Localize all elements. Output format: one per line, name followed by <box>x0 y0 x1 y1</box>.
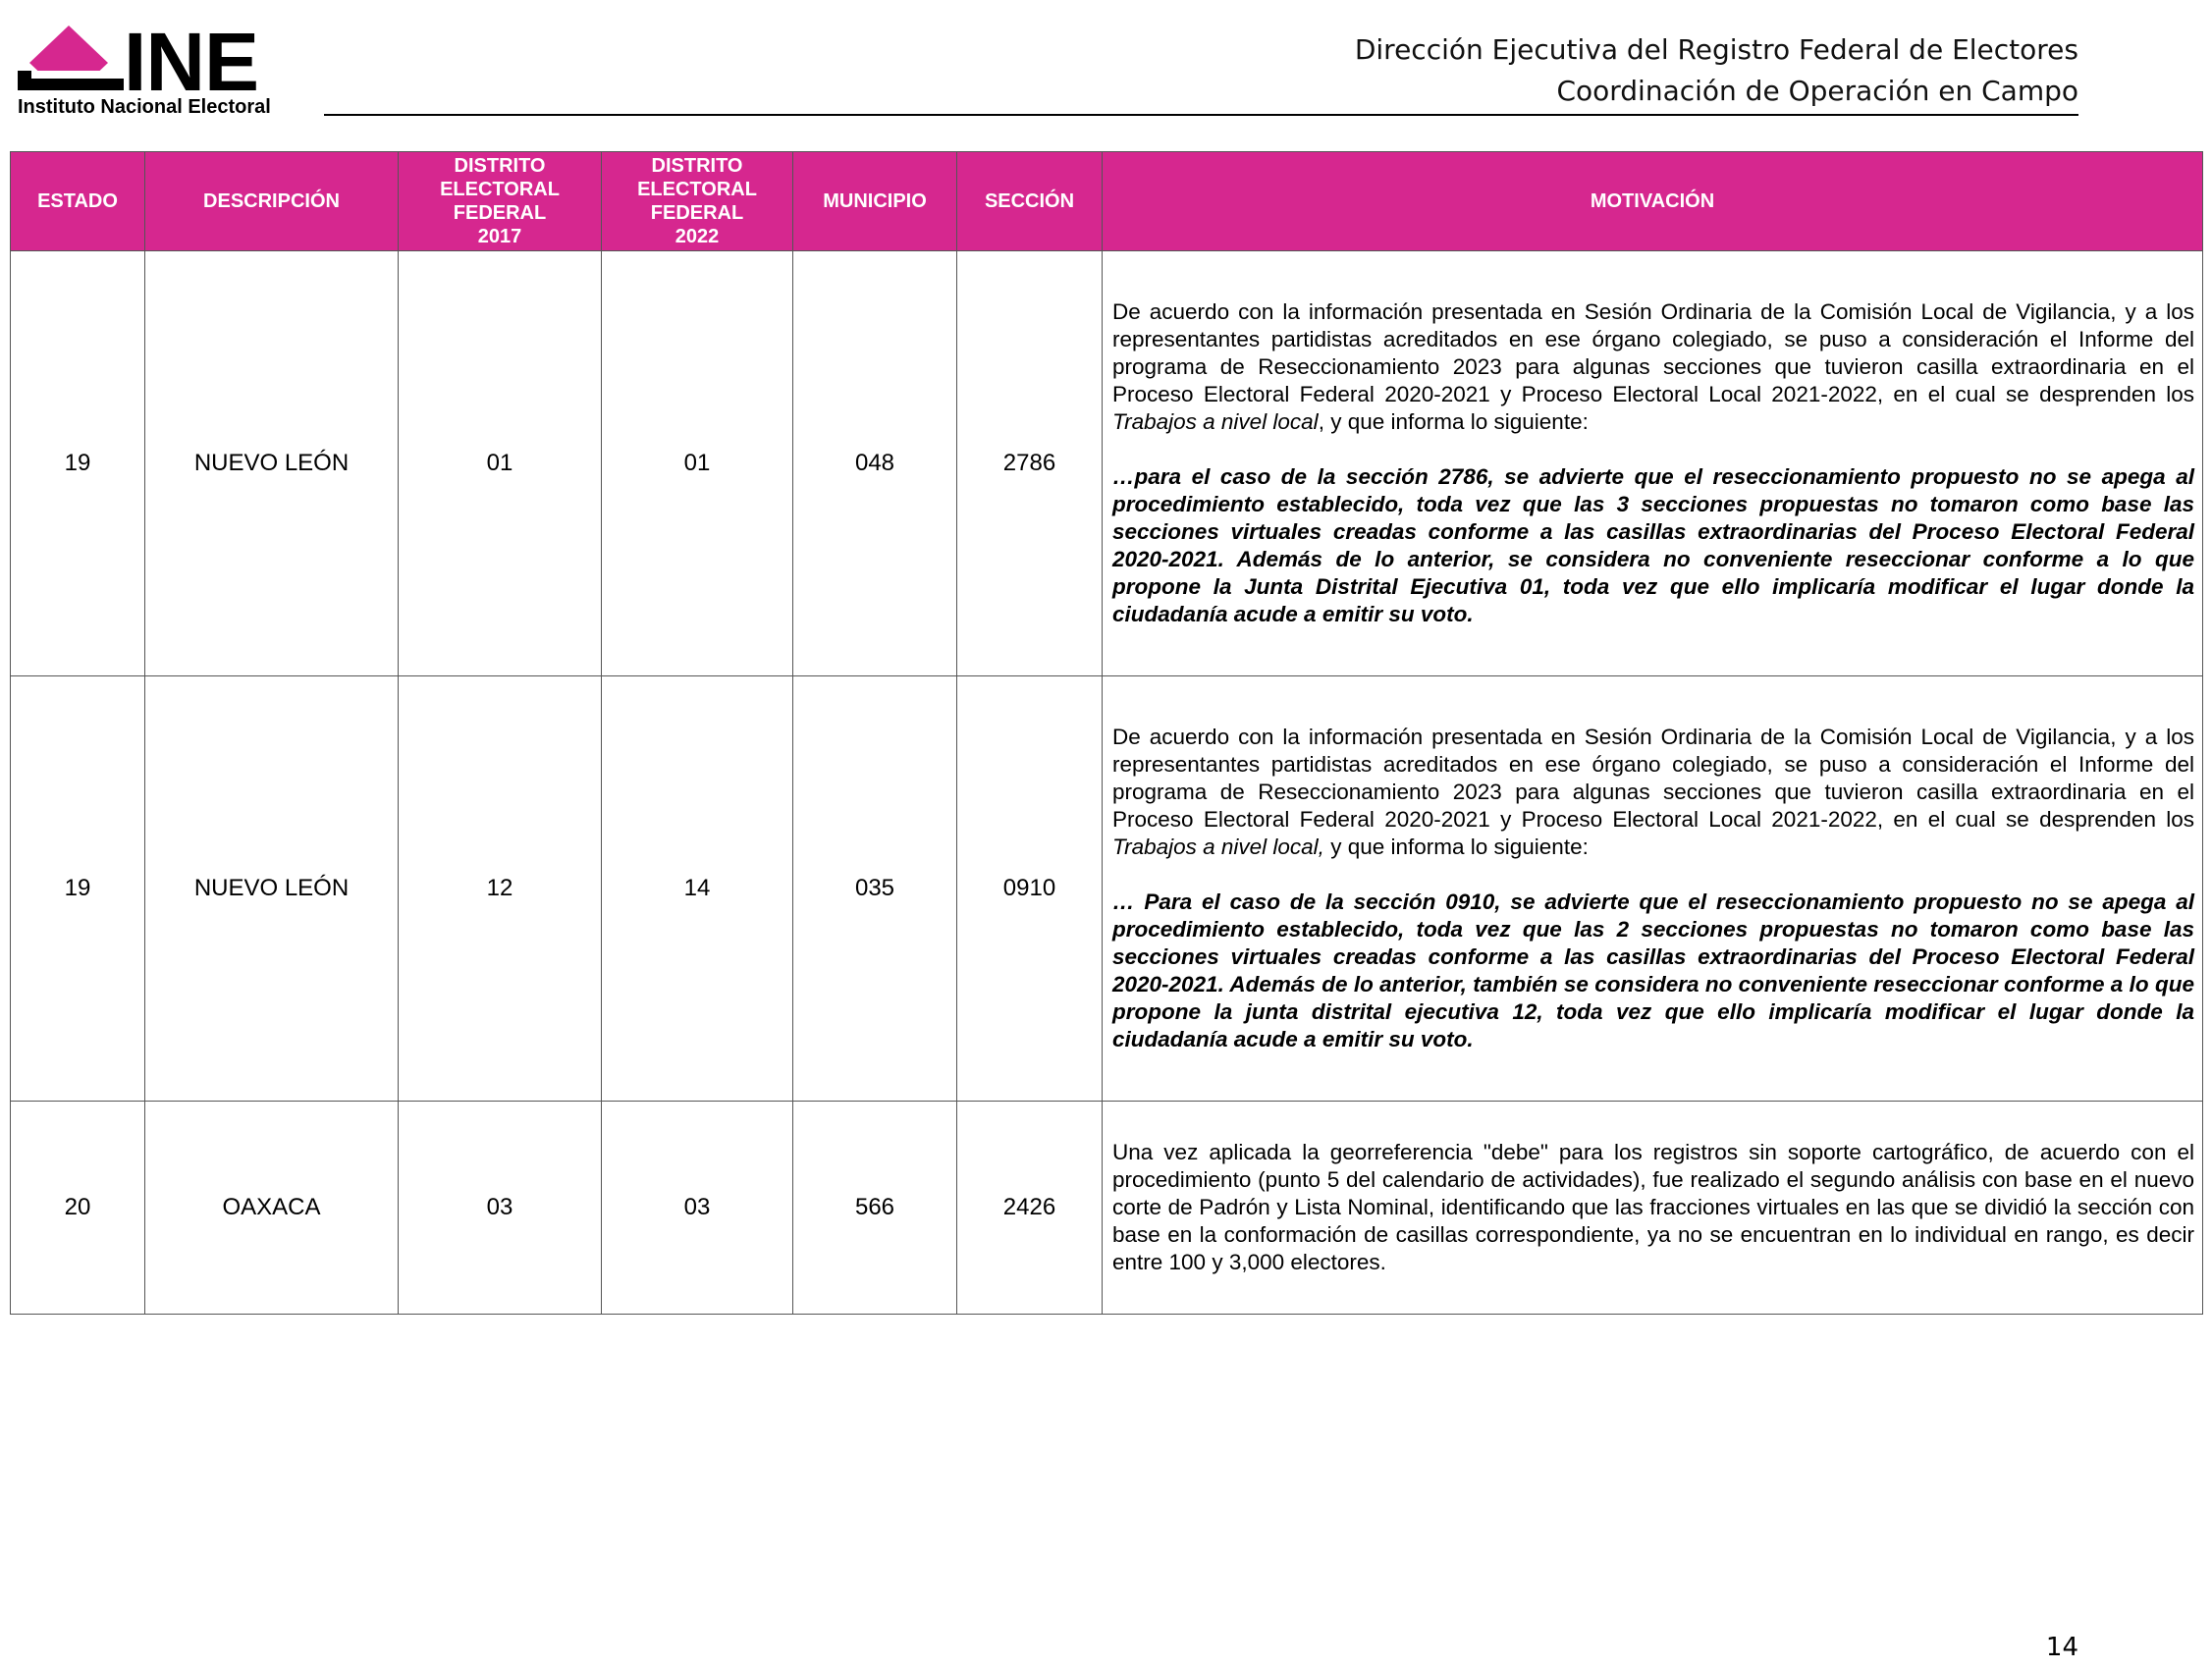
motivacion-italic: Trabajos a nivel local, <box>1112 835 1324 859</box>
col-header-estado: ESTADO <box>11 152 145 251</box>
cell-estado: 19 <box>11 251 145 676</box>
reseccionamiento-table <box>10 151 2203 1315</box>
header-line-1: Dirección Ejecutiva del Registro Federal de Electores <box>1354 33 2078 66</box>
motivacion-text-part: , y que informa lo siguiente: <box>1318 409 1589 434</box>
cell-municipio: 035 <box>793 676 957 1102</box>
col-header-distrito-2017 <box>399 152 602 251</box>
motivacion-text-part: De acuerdo con la información presentada en Sesión Ordinaria de la Comisión Local de Vigilancia, y a los representantes partidistas acreditados en ese órgano colegiado, se puso a consideración el Informe del programa de Reseccionamiento 2023 para algunas secciones que tuvieron casilla extraordinaria en el Proceso Electoral Federal 2020-2021 y Proceso Electoral Local 2021-2022, en el cual se desprenden los <box>1112 725 2194 832</box>
col-header-motivacion: MOTIVACIÓN <box>1103 152 2203 251</box>
cell-seccion: 2426 <box>957 1102 1103 1315</box>
ine-logo <box>18 16 332 120</box>
header-text-line: DISTRITO <box>651 155 743 177</box>
logo-wordmark: INE <box>124 16 259 108</box>
cell-distrito-2017: 12 <box>399 676 602 1102</box>
col-header-seccion: SECCIÓN <box>957 152 1103 251</box>
cell-distrito-2022: 01 <box>602 251 793 676</box>
table-header-row <box>11 152 2203 251</box>
cell-descripcion: OAXACA <box>145 1102 399 1315</box>
cell-descripcion: NUEVO LEÓN <box>145 676 399 1102</box>
motivacion-text <box>1112 724 2194 861</box>
cell-distrito-2017: 01 <box>399 251 602 676</box>
cell-descripcion: NUEVO LEÓN <box>145 251 399 676</box>
motivacion-quote: …para el caso de la sección 2786, se advierte que el reseccionamiento propuesto no se apega al procedimiento establecido, toda vez que las 3 secciones propuestas no tomaron como base las secciones virtuales creadas conforme a las casillas extraordinarias del Proceso Electoral Federal 2020-2021. Además de lo anterior, se considera no conveniente reseccionar conforme a lo que propone la Junta Distrital Ejecutiva 01, toda vez que ello implicaría modificar el lugar donde la ciudadanía acude a emitir su voto. <box>1112 464 2194 626</box>
motivacion-text-part: De acuerdo con la información presentada en Sesión Ordinaria de la Comisión Local de Vigilancia, y a los representantes partidistas acreditados en ese órgano colegiado, se puso a consideración el Informe del programa de Reseccionamiento 2023 para algunas secciones que tuvieron casilla extraordinaria en el Proceso Electoral Federal 2020-2021 y Proceso Electoral Local 2021-2022, en el cual se desprenden los <box>1112 299 2194 406</box>
cell-distrito-2022: 14 <box>602 676 793 1102</box>
header-titles <box>1355 29 2078 112</box>
cell-seccion: 0910 <box>957 676 1103 1102</box>
table-row <box>11 1102 2203 1315</box>
motivacion-quote: … Para el caso de la sección 0910, se advierte que el reseccionamiento propuesto no se apega al procedimiento establecido, toda vez que las 2 secciones propuestas no tomaron como base las secciones virtuales creadas conforme a las casillas extraordinarias del Proceso Electoral Federal 2020-2021. Además de lo anterior, también se considera no conveniente reseccionar conforme a lo que propone la junta distrital ejecutiva 12, toda vez que ello implicaría modificar el lugar donde la ciudadanía acude a emitir su voto. <box>1112 889 2194 1051</box>
logo-subtitle: Instituto Nacional Electoral <box>18 96 271 118</box>
motivacion-italic: Trabajos a nivel local <box>1112 409 1319 434</box>
col-header-descripcion: DESCRIPCIÓN <box>145 152 399 251</box>
header-text-line: 2022 <box>674 226 720 247</box>
header-text-line: ELECTORAL <box>637 179 757 200</box>
motivacion-text: Una vez aplicada la georreferencia "debe" para los registros sin soporte cartográfico, de acuerdo con el procedimiento (punto 5 del calendario de actividades), fue realizado el segundo análisis con base en el nuevo corte de Padrón y Lista Nominal, identificando que las fracciones virtuales en las que se dividió la sección con base en la conformación de casillas correspondiente, ya no se encuentran en lo individual en rango, es decir entre 100 y 3,000 electores. <box>1112 1140 2194 1274</box>
motivacion-text <box>1112 298 2194 436</box>
cell-distrito-2017: 03 <box>399 1102 602 1315</box>
cell-estado: 20 <box>11 1102 145 1315</box>
cell-motivacion <box>1103 676 2203 1102</box>
cell-distrito-2022: 03 <box>602 1102 793 1315</box>
col-header-municipio: MUNICIPIO <box>793 152 957 251</box>
cell-motivacion <box>1103 1102 2203 1315</box>
header-divider <box>324 114 2078 116</box>
header-text-line: ELECTORAL <box>440 179 560 200</box>
cell-municipio: 566 <box>793 1102 957 1315</box>
page-number: 14 <box>2045 1633 2078 1662</box>
table-row <box>11 676 2203 1102</box>
header-text-line: FEDERAL <box>453 202 547 224</box>
header-line-2: Coordinación de Operación en Campo <box>1556 75 2078 107</box>
motivacion-text-part: y que informa lo siguiente: <box>1323 835 1589 859</box>
ine-logo-mark-icon <box>18 22 126 90</box>
cell-municipio: 048 <box>793 251 957 676</box>
cell-seccion: 2786 <box>957 251 1103 676</box>
col-header-distrito-2022 <box>602 152 793 251</box>
table-row <box>11 251 2203 676</box>
header-text-line: FEDERAL <box>650 202 744 224</box>
header-text-line: DISTRITO <box>454 155 546 177</box>
cell-motivacion <box>1103 251 2203 676</box>
header-text-line: 2017 <box>477 226 522 247</box>
cell-estado: 19 <box>11 676 145 1102</box>
